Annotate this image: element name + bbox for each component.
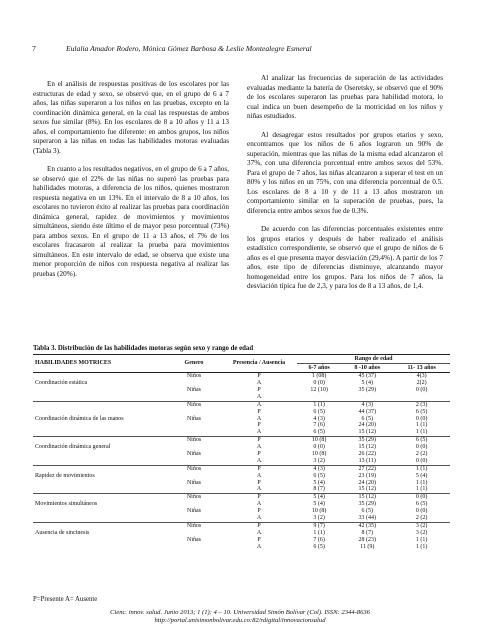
cell-habilidad [33,543,167,550]
cell-habilidad [33,394,167,401]
col-header-8-10: 8 -10 años [341,364,393,373]
paragraph: En el análisis de respuestas positivas de los escolares por las estructuras de edad y sexo, se observó que, en el grupo de 6 a 7 años, las niñas superaron a los niños en las pruebas, excepto en la coordinación dinámica general, en la cual las respuestas de ambos sexos fue similar (8%). En los escolares de 8 a 10 años y 11 a 13 años, el comportamiento fue diferente: en ambos grupos, los niños superaron a las niñas en todas las habilidades motoras evaluadas (Tabla 3). [33,80,229,155]
cell-11-13: 0 (0) [415,508,428,515]
cell-presencia: P [257,451,261,458]
table-row [33,536,450,543]
cell-habilidad: Coordinación dinámica general [35,444,111,451]
cell-6-7: 0 (0) [313,380,325,387]
cell-8-10: 11 (9) [360,543,375,550]
cell-genero [167,394,221,401]
cell-presencia: P [257,479,261,486]
cell-6-7: 1 (08) [311,373,327,380]
cell-6-7: 5 (4) [313,501,325,508]
cell-6-7: 3 (2) [313,457,325,464]
cell-genero: Niñas [187,387,201,394]
table-row [33,465,450,472]
cell-habilidad: Ausencia de sincinesis [35,529,90,536]
cell-habilidad [33,486,167,493]
cell-11-13 [393,394,450,401]
table-row [33,437,450,444]
cell-11-13: 2 (2) [415,451,428,458]
cell-genero: Niños [167,401,221,408]
running-header [32,44,448,56]
table-row [33,401,450,408]
footer-citation: Cienc. innov. salud. Junio 2013; 1 (1): 4 – 10. Universidad Simón Bolívar (Col). ISSN: 2344-8636 [110,609,370,616]
col-header-11-13: 11- 13 años [393,364,450,373]
cell-8-10: 35 (29) [358,501,376,508]
cell-habilidad [33,479,167,486]
header-authors: Eulalia Amador Rodero, Mónica Gómez Barbosa & Leslie Montealegre Esmeral [66,44,312,53]
cell-habilidad [33,508,167,515]
cell-presencia: A [256,501,262,508]
cell-genero: Niñas [187,479,201,486]
cell-6-7: 10 (8) [311,451,327,458]
table-row [33,494,450,501]
cell-genero [167,501,221,508]
cell-genero [167,458,221,465]
cell-habilidad [33,437,167,444]
cell-8-10: 35 (29) [358,387,376,394]
cell-11-13: 0 (0) [415,457,428,464]
cell-genero [167,486,221,493]
paragraph: En cuanto a los resultados negativos, en el grupo de 6 a 7 años, se observó que el 22% de las niñas no superó las pruebas para habilidades motoras, a diferencia de los niños, quienes mostraron respuesta negativa en un 13%. En el intervalo de 8 a 10 años, los escolares no tuvieron éxito al realizar las pruebas para coordinación dinámica general, rapidez de movimientos y movimientos simultáneos, siendo éste último el de mayor peso porcentual (73%) para ambos sexos. En el grupo de 11 a 13 años, el 7% de los escolares fracasaron al realizar la prueba para movimientos simultáneos. En este intervalo de edad, se observa que existe una menor proporción de niños con respuesta negativa al realizar las pruebas (20%). [33,165,229,278]
cell-habilidad: Coordinación dinámica de las manos [35,415,124,422]
cell-habilidad [33,429,167,436]
motor-skills-table [33,354,450,550]
cell-8-10: 6 (5) [361,508,373,515]
cell-presencia: A [256,486,262,493]
cell-11-13: 1 (1) [415,479,428,486]
table-row [33,543,450,550]
cell-presencia: A [256,380,262,387]
cell-6-7: 1 (1) [313,529,325,536]
table-row [33,373,450,380]
cell-habilidad: Movimientos simultáneos [35,501,98,508]
cell-genero: Niños [167,465,221,472]
cell-11-13: 3 (2) [393,522,450,529]
cell-presencia: A [256,393,262,400]
cell-habilidad [33,451,167,458]
cell-8-10: 15 (12) [341,494,393,501]
cell-6-7: 0 (0) [313,444,325,451]
cell-11-13: 6 (5) [415,408,428,415]
col-header-6-7: 6-7 años [297,364,341,373]
cell-habilidad [33,458,167,465]
cell-6-7: 10 (8) [297,437,341,444]
table-row [33,451,450,458]
cell-6-7 [297,394,341,401]
cell-6-7: 9 (7) [297,522,341,529]
cell-6-7: 7 (6) [313,536,325,543]
footer-url: http://portal.unisimonbolivar.edu.co:82/rdigital/innovacionsalud [154,617,326,624]
cell-8-10: 13 (11) [358,457,376,464]
cell-genero [167,422,221,429]
cell-habilidad [33,387,167,394]
cell-genero: Niñas [187,451,201,458]
cell-genero: Niños [167,437,221,444]
paragraph: Al desagregar estos resultados por grupos etarios y sexo, encontramos que los niños de 6 años lograron un 90% de superación, mientras que las niñas de la misma edad alcanzaron el 37%, con una diferencia porcentual entre ambos sexos del 53%. Para el grupo de 7 años, las niñas alcanzaron a superar el test en un 80% y los niños en un 75%, con una diferencia porcentual de 0.5. Los escolares de 8 a 10 y de 11 a 13 años mostraron un comportamiento similar en la superación de pruebas, pues, la diferencia entre ambos sexos fue de 0.3%. [247,130,443,215]
left-column [33,80,229,288]
cell-11-13: 2 (3) [393,401,450,408]
table-row [33,380,450,387]
cell-habilidad: Rapidez de movimientos [35,472,95,479]
table-row [33,501,450,508]
table-caption: Tabla 3. Distribución de las habilidades motoras según sexo y rango de edad [33,345,254,352]
cell-6-7: 10 (8) [311,508,327,515]
cell-genero [167,472,221,479]
col-header-genero: Genero [167,355,221,373]
cell-11-13: 1 (1) [415,422,428,429]
cell-presencia: P [221,522,297,529]
table-row [33,422,450,429]
cell-8-10: 6 (5) [361,415,373,422]
col-header-presencia: Presencia / Ausencia [221,355,297,373]
cell-8-10: 42 (35) [341,522,393,529]
cell-genero: Niños [167,494,221,501]
cell-11-13: 2 (2) [415,515,428,522]
cell-11-13: 2(2) [416,380,427,387]
cell-8-10: 45 (37) [358,373,376,380]
cell-6-7: 5 (4) [313,479,325,486]
col-header-habilidades: HABILIDADES MOTRICES [33,355,167,373]
cell-presencia: P [221,494,297,501]
cell-presencia: A [256,472,262,479]
cell-11-13: 1 (1) [415,543,428,550]
right-column [247,74,443,301]
cell-presencia: A [256,543,262,550]
cell-8-10: 27 (22) [341,465,393,472]
cell-habilidad [33,522,167,529]
table-row [33,415,450,422]
cell-habilidad [33,465,167,472]
cell-habilidad [33,401,167,408]
cell-8-10: 44 (37) [358,408,376,415]
cell-6-7: 12 (10) [310,387,328,394]
cell-presencia: P [257,536,261,543]
cell-11-13: 0 (0) [393,494,450,501]
cell-presencia: A [256,444,262,451]
table-row [33,530,450,537]
cell-presencia: A [256,515,262,522]
cell-6-7: 6 (5) [313,408,325,415]
cell-genero [167,408,221,415]
col-header-rango: Rango de edad [297,355,450,364]
table-row [33,522,450,529]
cell-presencia: P [257,422,261,429]
cell-presencia: A [256,457,262,464]
cell-8-10: 24 (20) [358,422,376,429]
cell-8-10: 33 (44) [358,515,376,522]
cell-genero [167,515,221,522]
cell-presencia: P [257,373,261,380]
cell-6-7: 7 (6) [313,422,325,429]
cell-8-10: 5 (4) [361,380,373,387]
cell-6-7: 6 (5) [313,472,325,479]
cell-11-13: 0 (0) [415,387,428,394]
cell-11-13: 4(3) [416,373,427,380]
cell-genero [167,429,221,436]
table-row [33,458,450,465]
cell-6-7: 3 (2) [313,515,325,522]
cell-genero: Niñas [187,536,201,543]
cell-genero [167,380,221,387]
cell-11-13: 1 (1) [393,465,450,472]
cell-8-10: 15 (12) [358,444,376,451]
table-row [33,429,450,436]
cell-11-13: 6 (5) [415,501,428,508]
cell-11-13: 0 (0) [415,415,428,422]
table-row [33,444,450,451]
cell-genero [167,530,221,537]
cell-habilidad [33,408,167,415]
cell-8-10: 23 (19) [358,472,376,479]
page-footer [0,609,480,625]
cell-genero [167,444,221,451]
table-row [33,508,450,515]
cell-11-13: 5 (4) [415,472,428,479]
table-row [33,472,450,479]
cell-presencia: P [257,508,261,515]
cell-8-10: 8 (7) [361,529,373,536]
cell-6-7: 1 (1) [297,401,341,408]
cell-6-7: 6 (5) [313,429,325,436]
cell-8-10: 35 (29) [341,437,393,444]
cell-presencia: A [256,429,262,436]
cell-11-13: 1 (1) [415,536,428,543]
cell-habilidad [33,536,167,543]
table-row [33,408,450,415]
cell-habilidad [33,494,167,501]
paragraph: De acuerdo con las diferencias porcentuales existentes entre los grupos etarios y después de haber realizado el análisis estadístico correspondiente, se observó que el grupo de niños de 6 años es el que presenta mayor desviación (29,4%). A partir de los 7 años, este tipo de diferencias disminuye, alcanzando mayor homogeneidad entre los grupos. Para los niños de 7 años, la desviación típica fue de 2,3, y para los de 8 a 13 años, de 1,4. [247,225,443,290]
cell-habilidad [33,422,167,429]
cell-presencia: P [221,437,297,444]
cell-genero: Niños [167,522,221,529]
table-row [33,479,450,486]
table-legend: P=Presente A= Ausente [33,596,98,603]
table-row [33,515,450,522]
cell-11-13: 6 (5) [393,437,450,444]
table-row [33,394,450,401]
table-row [33,486,450,493]
page-number: 7 [32,44,36,53]
cell-6-7: 8 (7) [313,486,325,493]
cell-genero [167,543,221,550]
cell-habilidad [33,373,167,380]
cell-8-10: 15 (12) [358,429,376,436]
cell-presencia: P [257,408,261,415]
cell-genero: Niñas [187,508,201,515]
cell-8-10: 26 (22) [358,451,376,458]
paragraph: Al analizar las frecuencias de superación de las actividades evaluadas mediante la batería de Oseretsky, se observó que el 90% de los escolares superaron las pruebas para habilidad motora, lo cual indica un buen desempeño de la motricidad en los niños y niñas estudiados. [247,74,443,120]
cell-11-13: 1 (1) [415,486,428,493]
cell-genero: Niños [186,373,202,380]
cell-11-13: 1 (1) [415,429,428,436]
table-row [33,387,450,394]
cell-presencia: P [257,387,261,394]
cell-11-13: 3 (2) [415,529,428,536]
cell-11-13: 0 (0) [415,444,428,451]
cell-genero: Niñas [187,415,201,422]
cell-6-7: 6 (5) [313,543,325,550]
cell-presencia: A [256,529,262,536]
cell-habilidad [33,515,167,522]
table-body [33,373,450,551]
cell-8-10: 15 (12) [358,486,376,493]
cell-presencia: A [256,415,262,422]
cell-8-10 [341,394,393,401]
cell-8-10: 24 (20) [358,479,376,486]
cell-presencia: A [221,401,297,408]
cell-6-7: 4 (3) [313,415,325,422]
cell-6-7: 4 (3) [297,465,341,472]
cell-presencia: P [221,465,297,472]
cell-8-10: 4 (3) [341,401,393,408]
cell-8-10: 28 (23) [358,536,376,543]
cell-habilidad: Coordinación estática [35,380,88,387]
cell-6-7: 5 (4) [297,494,341,501]
